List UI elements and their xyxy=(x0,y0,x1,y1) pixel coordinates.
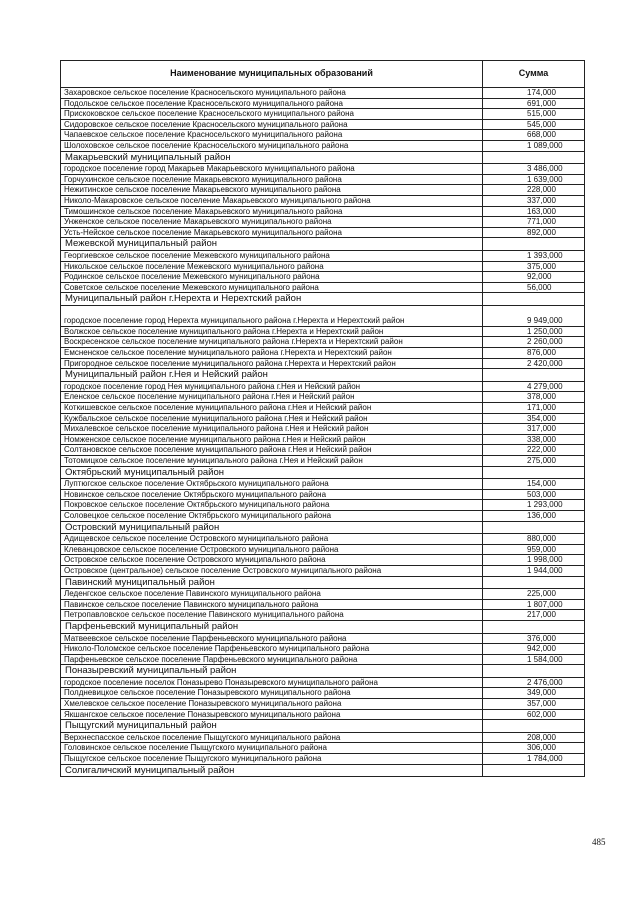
table-row xyxy=(61,227,585,238)
amount-cell: 222,000 xyxy=(483,445,585,456)
settlement-name: Михалевское сельское поселение муниципального района г.Нея и Нейский район xyxy=(61,424,483,435)
amount-cell: 892,000 xyxy=(483,227,585,238)
settlement-name: Хмелевское сельское поселение Поназыревского муниципального района xyxy=(61,699,483,710)
amount-cell: 771,000 xyxy=(483,217,585,228)
district-row xyxy=(61,720,585,733)
amount-cell: 959,000 xyxy=(483,544,585,555)
table-row xyxy=(61,534,585,545)
amount-cell xyxy=(483,764,585,777)
settlement-name: Усть-Нейское сельское поселение Макарьевского муниципального района xyxy=(61,227,483,238)
amount-cell: 354,000 xyxy=(483,413,585,424)
settlement-name: Нежитинское сельское поселение Макарьевского муниципального района xyxy=(61,185,483,196)
amount-cell: 154,000 xyxy=(483,479,585,490)
table-row xyxy=(61,413,585,424)
table-row xyxy=(61,348,585,359)
district-name: Павинский муниципальный район xyxy=(61,576,483,589)
settlement-name: Подольское сельское поселение Красносельского муниципального района xyxy=(61,98,483,109)
settlement-name: Новинское сельское поселение Октябрьского муниципального района xyxy=(61,489,483,500)
amount-cell: 4 279,000 xyxy=(483,381,585,392)
settlement-name: Николо-Макаровское сельское поселение Макарьевского муниципального района xyxy=(61,195,483,206)
amount-cell: 217,000 xyxy=(483,610,585,621)
settlement-name: Георгиевское сельское поселение Межевского муниципального района xyxy=(61,250,483,261)
district-name: Парфеньевский муниципальный район xyxy=(61,620,483,633)
settlement-name: Павинское сельское поселение Павинского муниципального района xyxy=(61,599,483,610)
amount-cell xyxy=(483,620,585,633)
settlement-name: Воскресенское сельское поселение муниципального района г.Нерехта и Нерехтский район xyxy=(61,337,483,348)
table-row xyxy=(61,358,585,369)
table-row xyxy=(61,250,585,261)
settlement-name: городское поселение город Макарьев Макарьевского муниципального района xyxy=(61,164,483,175)
table-row xyxy=(61,489,585,500)
table-row xyxy=(61,510,585,521)
settlement-name: Леденгское сельское поселение Павинского муниципального района xyxy=(61,589,483,600)
table-row xyxy=(61,185,585,196)
settlement-name: Островское (центральное) сельское поселение Островского муниципального района xyxy=(61,565,483,576)
amount-cell: 228,000 xyxy=(483,185,585,196)
amount-cell: 306,000 xyxy=(483,743,585,754)
amount-cell: 2 420,000 xyxy=(483,358,585,369)
settlement-name: Адищевское сельское поселение Островского муниципального района xyxy=(61,534,483,545)
amount-cell: 378,000 xyxy=(483,392,585,403)
table-row xyxy=(61,732,585,743)
amount-cell: 1 807,000 xyxy=(483,599,585,610)
settlement-name: Луптюгское сельское поселение Октябрьского муниципального района xyxy=(61,479,483,490)
amount-cell: 1 998,000 xyxy=(483,555,585,566)
table-row xyxy=(61,119,585,130)
table-row xyxy=(61,555,585,566)
table-row xyxy=(61,456,585,467)
settlement-name: Николо-Поломское сельское поселение Парфеньевского муниципального района xyxy=(61,644,483,655)
amount-cell: 275,000 xyxy=(483,456,585,467)
table-row xyxy=(61,565,585,576)
amount-cell xyxy=(483,293,585,306)
district-name: Муниципальный район г.Нерехта и Нерехтский район xyxy=(61,293,483,306)
amount-cell xyxy=(483,151,585,164)
district-row xyxy=(61,521,585,534)
settlement-name: Советское сельское поселение Межевского муниципального района xyxy=(61,282,483,293)
district-row xyxy=(61,466,585,479)
header-sum: Сумма xyxy=(483,61,585,88)
amount-cell: 376,000 xyxy=(483,633,585,644)
settlement-name: Пыщугское сельское поселение Пыщугского муниципального района xyxy=(61,754,483,765)
district-name: Поназыревский муниципальный район xyxy=(61,665,483,678)
table-body xyxy=(61,88,585,777)
settlement-name: Родинское сельское поселение Межевского муниципального района xyxy=(61,272,483,283)
amount-cell: 1 784,000 xyxy=(483,754,585,765)
district-name: Макарьевский муниципальный район xyxy=(61,151,483,164)
table-row xyxy=(61,130,585,141)
amount-cell: 545,000 xyxy=(483,119,585,130)
amount-cell xyxy=(483,720,585,733)
settlement-name: городское поселение город Нея муниципального района г.Нея и Нейский район xyxy=(61,381,483,392)
settlement-name: Клеванцовское сельское поселение Островского муниципального района xyxy=(61,544,483,555)
table-row xyxy=(61,217,585,228)
table-row xyxy=(61,644,585,655)
amount-cell: 349,000 xyxy=(483,688,585,699)
table-row xyxy=(61,261,585,272)
amount-cell: 337,000 xyxy=(483,195,585,206)
table-header-row xyxy=(61,61,585,88)
district-name: Межевской муниципальный район xyxy=(61,238,483,251)
amount-cell: 9 949,000 xyxy=(483,305,585,326)
settlement-name: Никольское сельское поселение Межевского муниципального района xyxy=(61,261,483,272)
settlement-name: Покровское сельское поселение Октябрьского муниципального района xyxy=(61,500,483,511)
settlement-name: Соловецкое сельское поселение Октябрьского муниципального района xyxy=(61,510,483,521)
district-row xyxy=(61,665,585,678)
header-name: Наименование муниципальных образований xyxy=(61,61,483,88)
amount-cell xyxy=(483,521,585,534)
settlement-name: Тимошинское сельское поселение Макарьевского муниципального района xyxy=(61,206,483,217)
settlement-name: Парфеньевское сельское поселение Парфеньевского муниципального района xyxy=(61,654,483,665)
table-row xyxy=(61,326,585,337)
amount-cell: 691,000 xyxy=(483,98,585,109)
table-row xyxy=(61,743,585,754)
settlement-name: Верхнеспасское сельское поселение Пыщугского муниципального района xyxy=(61,732,483,743)
table-row xyxy=(61,677,585,688)
settlement-name: Якшангское сельское поселение Поназыревского муниципального района xyxy=(61,709,483,720)
settlement-name: Петропавловское сельское поселение Павинского муниципального района xyxy=(61,610,483,621)
table-row xyxy=(61,195,585,206)
district-row xyxy=(61,620,585,633)
amount-cell: 163,000 xyxy=(483,206,585,217)
table-row xyxy=(61,709,585,720)
district-row xyxy=(61,764,585,777)
settlement-name: Захаровское сельское поселение Красносельского муниципального района xyxy=(61,88,483,99)
amount-cell: 375,000 xyxy=(483,261,585,272)
amount-cell: 2 260,000 xyxy=(483,337,585,348)
district-row xyxy=(61,238,585,251)
amount-cell: 92,000 xyxy=(483,272,585,283)
settlement-name: Сидоровское сельское поселение Красносельского муниципального района xyxy=(61,119,483,130)
amount-cell: 1 639,000 xyxy=(483,174,585,185)
table-row xyxy=(61,403,585,414)
settlement-name: Тотомицкое сельское поселение муниципального района г.Нея и Нейский район xyxy=(61,456,483,467)
amount-cell: 503,000 xyxy=(483,489,585,500)
settlement-name: Чапаевское сельское поселение Красносельского муниципального района xyxy=(61,130,483,141)
table-row xyxy=(61,610,585,621)
amount-cell xyxy=(483,665,585,678)
amount-cell: 602,000 xyxy=(483,709,585,720)
district-row xyxy=(61,151,585,164)
amount-cell: 357,000 xyxy=(483,699,585,710)
page-number: 485 xyxy=(592,837,606,847)
settlement-name: Пригородное сельское поселение муниципального района г.Нерехта и Нерехтский район xyxy=(61,358,483,369)
settlement-name: Горчухинское сельское поселение Макарьевского муниципального района xyxy=(61,174,483,185)
settlement-name: Полдневицкое сельское поселение Поназыревского муниципального района xyxy=(61,688,483,699)
table-row xyxy=(61,479,585,490)
settlement-name: Прискоковское сельское поселение Красносельского муниципального района xyxy=(61,109,483,120)
table-row xyxy=(61,688,585,699)
table-row xyxy=(61,434,585,445)
table-row xyxy=(61,164,585,175)
settlement-name: городское поселение город Нерехта муниципального района г.Нерехта и Нерехтский район xyxy=(61,305,483,326)
amount-cell: 1 089,000 xyxy=(483,140,585,151)
table-row xyxy=(61,392,585,403)
district-row xyxy=(61,293,585,306)
district-name: Октябрьский муниципальный район xyxy=(61,466,483,479)
amount-cell: 515,000 xyxy=(483,109,585,120)
table-row xyxy=(61,98,585,109)
settlement-name: Унженское сельское поселение Макарьевского муниципального района xyxy=(61,217,483,228)
settlement-name: Еленское сельское поселение муниципального района г.Нея и Нейский район xyxy=(61,392,483,403)
district-name: Островский муниципальный район xyxy=(61,521,483,534)
amount-cell: 136,000 xyxy=(483,510,585,521)
table-row xyxy=(61,88,585,99)
table-row xyxy=(61,424,585,435)
amount-cell: 942,000 xyxy=(483,644,585,655)
settlement-name: Номженское сельское поселение муниципального района г.Нея и Нейский район xyxy=(61,434,483,445)
amount-cell: 1 393,000 xyxy=(483,250,585,261)
amount-cell: 1 250,000 xyxy=(483,326,585,337)
amount-cell xyxy=(483,369,585,382)
table-row xyxy=(61,633,585,644)
table-row xyxy=(61,206,585,217)
amount-cell: 880,000 xyxy=(483,534,585,545)
table-row xyxy=(61,272,585,283)
amount-cell: 1 293,000 xyxy=(483,500,585,511)
settlement-name: Солтановское сельское поселение муниципального района г.Нея и Нейский район xyxy=(61,445,483,456)
table-row xyxy=(61,174,585,185)
amount-cell: 1 944,000 xyxy=(483,565,585,576)
settlement-name: Коткишевское сельское поселение муниципального района г.Нея и Нейский район xyxy=(61,403,483,414)
amount-cell: 876,000 xyxy=(483,348,585,359)
table-row xyxy=(61,599,585,610)
amount-cell: 225,000 xyxy=(483,589,585,600)
district-name: Муниципальный район г.Нея и Нейский район xyxy=(61,369,483,382)
table-row xyxy=(61,282,585,293)
settlement-name: Кужбальское сельское поселение муниципального района г.Нея и Нейский район xyxy=(61,413,483,424)
district-name: Пыщугский муниципальный район xyxy=(61,720,483,733)
amount-cell xyxy=(483,576,585,589)
table-row xyxy=(61,381,585,392)
table-row xyxy=(61,109,585,120)
table-row xyxy=(61,500,585,511)
table-row xyxy=(61,140,585,151)
table-row xyxy=(61,544,585,555)
table-row xyxy=(61,337,585,348)
amount-cell: 317,000 xyxy=(483,424,585,435)
table-row xyxy=(61,305,585,326)
table-row xyxy=(61,654,585,665)
district-row xyxy=(61,576,585,589)
table-row xyxy=(61,754,585,765)
settlement-name: Емсненское сельское поселение муниципального района г.Нерехта и Нерехтский район xyxy=(61,348,483,359)
settlement-name: Матвеевское сельское поселение Парфеньевского муниципального района xyxy=(61,633,483,644)
amount-cell: 338,000 xyxy=(483,434,585,445)
amount-cell: 668,000 xyxy=(483,130,585,141)
table-row xyxy=(61,589,585,600)
district-name: Солигаличский муниципальный район xyxy=(61,764,483,777)
amount-cell: 174,000 xyxy=(483,88,585,99)
amount-cell: 171,000 xyxy=(483,403,585,414)
amount-cell: 56,000 xyxy=(483,282,585,293)
table-row xyxy=(61,445,585,456)
amount-cell xyxy=(483,238,585,251)
amount-cell: 208,000 xyxy=(483,732,585,743)
district-row xyxy=(61,369,585,382)
settlement-name: городское поселение поселок Поназырево Поназыревского муниципального района xyxy=(61,677,483,688)
settlement-name: Головинское сельское поселение Пыщугского муниципального района xyxy=(61,743,483,754)
settlement-name: Шолоховское сельское поселение Красносельского муниципального района xyxy=(61,140,483,151)
budget-table xyxy=(60,60,585,777)
settlement-name: Островское сельское поселение Островского муниципального района xyxy=(61,555,483,566)
amount-cell xyxy=(483,466,585,479)
amount-cell: 2 476,000 xyxy=(483,677,585,688)
settlement-name: Волжское сельское поселение муниципального района г.Нерехта и Нерехтский район xyxy=(61,326,483,337)
table-row xyxy=(61,699,585,710)
amount-cell: 1 584,000 xyxy=(483,654,585,665)
amount-cell: 3 486,000 xyxy=(483,164,585,175)
